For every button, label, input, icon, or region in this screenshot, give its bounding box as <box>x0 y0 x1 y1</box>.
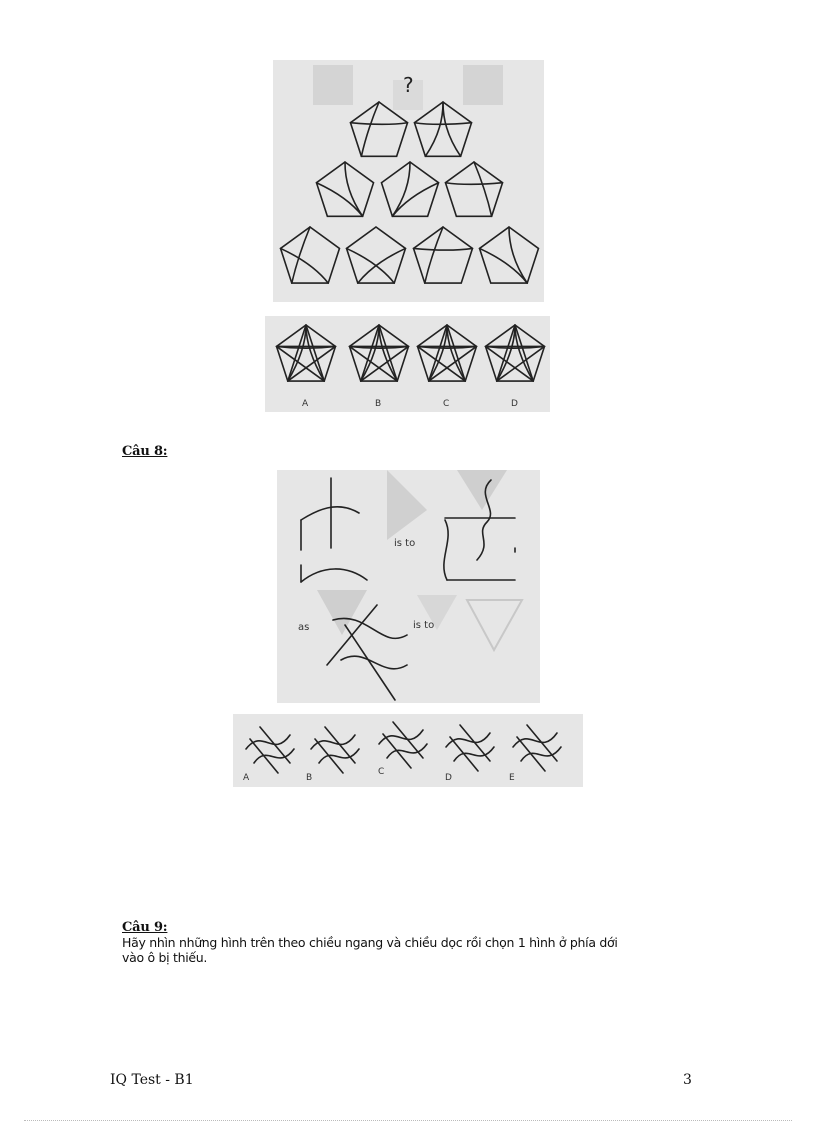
option-pentagon-b-diagonal <box>361 325 379 381</box>
option-pentagon-c-diagonal <box>418 346 466 381</box>
pentagon-options-figure <box>265 316 550 412</box>
pentagon-row2-2-arc <box>392 162 410 216</box>
pentagon-row1-2-arc <box>414 123 471 125</box>
footer-divider <box>24 1120 792 1121</box>
pentagon-row1-1-arc <box>350 123 407 125</box>
pentagon-row2-1-arc <box>316 183 362 217</box>
option-pentagon-a-diagonal <box>277 346 325 381</box>
question-8-heading: Câu 8: <box>122 444 168 459</box>
option-pentagon-c-diagonal <box>447 325 465 381</box>
pentagon-row3-2-arc <box>358 248 406 283</box>
pentagon-row1-1-arc <box>361 102 379 156</box>
pentagon-row3-2-arc <box>347 248 395 283</box>
pentagon-row3-2 <box>347 227 406 283</box>
pentagon-row3-1 <box>281 227 340 283</box>
analogy-as-label: as <box>298 622 310 633</box>
analogy-option-label-d: D <box>445 773 452 783</box>
pentagon-puzzle-drawing <box>273 60 544 302</box>
pentagon-row1-2-arc <box>425 102 443 156</box>
option-pentagon-d-diagonal <box>497 346 545 381</box>
pentagon-row3-4-arc <box>480 248 528 283</box>
analogy-option-label-b: B <box>306 773 313 783</box>
question-mark: ? <box>403 73 414 97</box>
option-label-b: B <box>375 399 382 409</box>
pentagon-row2-3-arc <box>445 183 502 185</box>
option-label-c: C <box>443 399 450 409</box>
option-pentagon-b-diagonal <box>361 346 409 381</box>
option-label-a: A <box>302 399 309 409</box>
pentagon-row3-4-arc <box>509 227 527 283</box>
option-pentagon-c-diagonal <box>429 325 447 381</box>
pentagon-options-drawing <box>265 316 550 412</box>
pentagon-row2-3 <box>445 162 502 216</box>
analogy-options-figure <box>233 714 583 787</box>
option-pentagon-d-diagonal <box>497 325 515 381</box>
option-pentagon-a-diagonal <box>288 346 336 381</box>
analogy-is-to-label-1: is to <box>394 538 416 549</box>
analogy-is-to-label-2: is to <box>413 620 435 631</box>
option-pentagon-b-diagonal <box>379 325 397 381</box>
analogy-puzzle-drawing <box>277 470 540 703</box>
pentagon-row3-1-arc <box>281 248 329 283</box>
question-9-heading: Câu 9: <box>122 920 168 935</box>
analogy-option-label-c: C <box>378 767 385 777</box>
analogy-puzzle-figure <box>277 470 540 703</box>
option-pentagon-a-diagonal <box>306 325 324 381</box>
pentagon-row1-2-arc <box>443 102 461 156</box>
option-pentagon-b-diagonal <box>350 346 398 381</box>
question-9-instructions: Hãy nhìn những hình trên theo chiều ngang và chiều dọc rồi chọn 1 hình ở phía dới vào ô bị thiếu. <box>122 935 618 965</box>
pentagon-row2-3-arc <box>474 162 492 216</box>
pentagon-row3-3-arc <box>414 248 473 250</box>
option-pentagon-d-diagonal <box>515 325 533 381</box>
pentagon-row3-3-arc <box>425 227 443 283</box>
pentagon-row2-1-arc <box>345 162 363 216</box>
pentagon-row3-3 <box>414 227 473 283</box>
option-label-d: D <box>511 399 518 409</box>
pentagon-row2-2-arc <box>392 183 438 217</box>
analogy-option-label-a: A <box>243 773 250 783</box>
pentagon-row1-1 <box>350 102 407 156</box>
analogy-options-drawing <box>233 714 583 787</box>
option-pentagon-a-diagonal <box>288 325 306 381</box>
analogy-option-label-e: E <box>509 773 515 783</box>
option-pentagon-c-diagonal <box>429 346 477 381</box>
option-pentagon-d-diagonal <box>486 346 534 381</box>
footer-title: IQ Test - B1 <box>110 1072 194 1088</box>
page-number: 3 <box>683 1072 692 1088</box>
pentagon-puzzle-figure <box>273 60 544 302</box>
